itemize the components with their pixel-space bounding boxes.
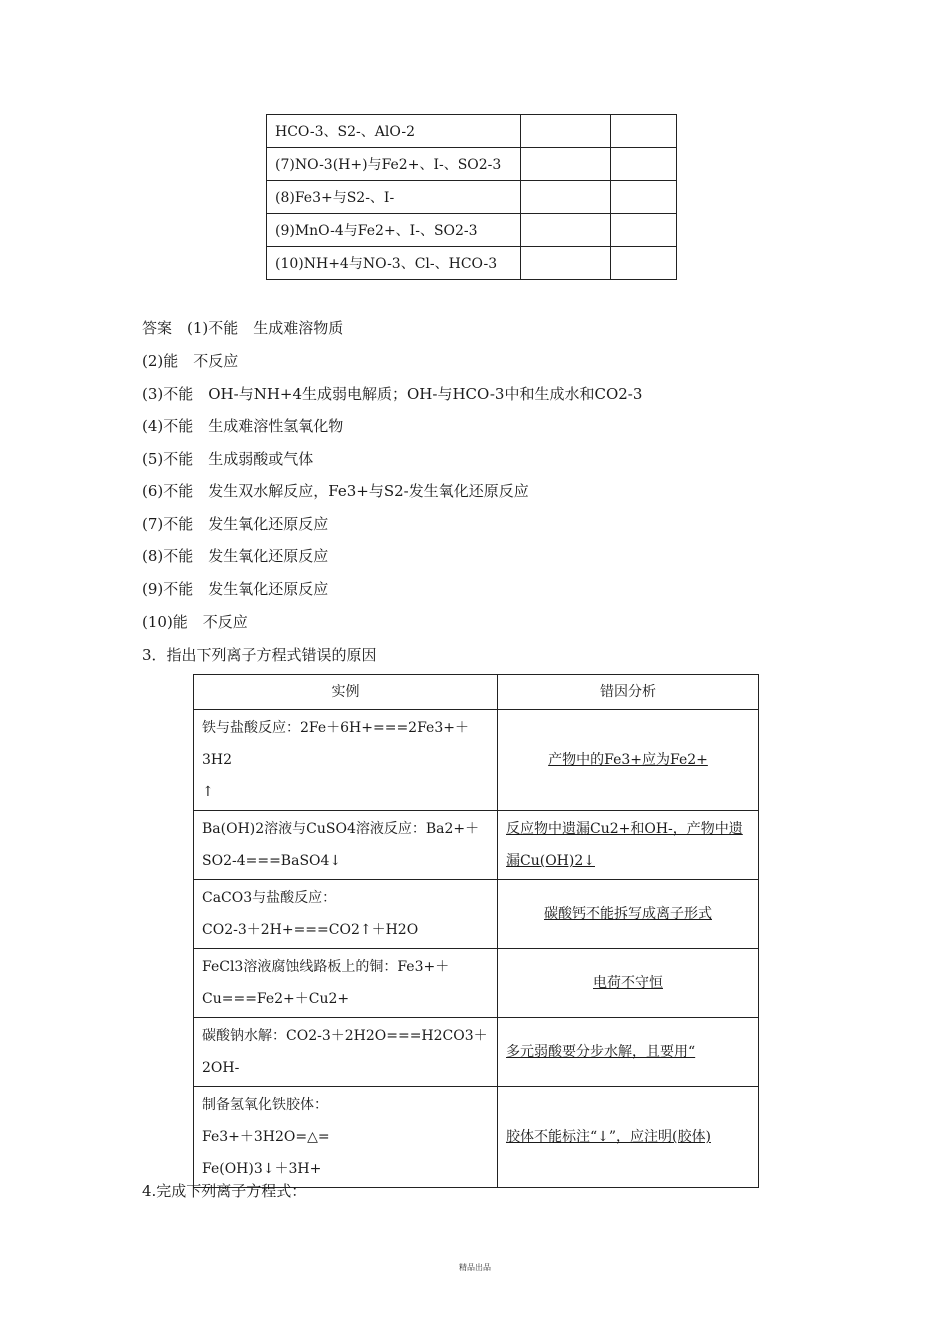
answer-line: (9)不能 发生氧化还原反应	[142, 580, 329, 598]
table-cell	[611, 148, 677, 181]
analysis-cell	[498, 710, 759, 811]
example-line: CO2-3＋2H+===CO2↑＋H2O	[202, 922, 419, 938]
example-cell	[194, 880, 498, 949]
answer-line: (7)不能 发生氧化还原反应	[142, 515, 329, 533]
table-row	[267, 115, 677, 148]
table-cell	[521, 115, 611, 148]
example-line: 碳酸钠水解：CO2-3＋2H2O===H2CO3＋2OH-	[202, 1028, 488, 1076]
answer-line: (3)不能 OH-与NH+4生成弱电解质；OH-与HCO-3中和生成水和CO2-3	[142, 385, 643, 403]
analysis-text: 反应物中遗漏Cu2+和OH-，产物中遗漏Cu(OH)2↓	[506, 821, 743, 869]
table-row	[194, 880, 759, 949]
example-line: 制备氢氧化铁胶体：	[202, 1097, 328, 1113]
example-line: ↑	[202, 784, 214, 800]
example-cell	[194, 710, 498, 811]
example-cell	[194, 811, 498, 880]
example-line: Ba(OH)2溶液与CuSO4溶液反应：Ba2+＋	[202, 821, 480, 837]
example-line: Fe3+＋3H2O=△=	[202, 1129, 330, 1145]
table-cell: HCO-3、S2-、AlO-2	[267, 115, 521, 148]
example-line: CaCO3与盐酸反应：	[202, 890, 337, 906]
analysis-cell	[498, 949, 759, 1018]
table-row	[194, 710, 759, 811]
example-cell	[194, 1018, 498, 1087]
table-row	[194, 1087, 759, 1188]
answer-line: (6)不能 发生双水解反应，Fe3+与S2-发生氧化还原反应	[142, 482, 529, 500]
table-cell	[521, 148, 611, 181]
example-cell	[194, 949, 498, 1018]
analysis-text: 碳酸钙不能拆写成离子形式	[544, 906, 712, 922]
example-line: 铁与盐酸反应：2Fe＋6H+===2Fe3+＋3H2	[202, 720, 469, 768]
table-cell	[611, 247, 677, 280]
analysis-text: 产物中的Fe3+应为Fe2+	[548, 752, 708, 768]
example-line: SO2-4===BaSO4↓	[202, 853, 342, 869]
analysis-text: 多元弱酸要分步水解，且要用“	[506, 1044, 696, 1060]
example-line: Cu===Fe2+＋Cu2+	[202, 991, 350, 1007]
table-row	[267, 214, 677, 247]
answer-line: (8)不能 发生氧化还原反应	[142, 547, 329, 565]
table-row	[267, 181, 677, 214]
column-header: 错因分析	[498, 675, 759, 710]
table-cell	[521, 247, 611, 280]
analysis-text: 电荷不守恒	[593, 975, 663, 991]
table-cell	[611, 115, 677, 148]
table-cell: (7)NO-3(H+)与Fe2+、I-、SO2-3	[267, 148, 521, 181]
analysis-cell	[498, 880, 759, 949]
example-line: Fe(OH)3↓＋3H+	[202, 1161, 322, 1177]
table-row	[267, 148, 677, 181]
table-row	[267, 247, 677, 280]
table-cell: (10)NH+4与NO-3、Cl-、HCO-3	[267, 247, 521, 280]
table-cell	[521, 181, 611, 214]
example-cell	[194, 1087, 498, 1188]
table-row	[194, 949, 759, 1018]
example-line: FeCl3溶液腐蚀线路板上的铜：Fe3+＋	[202, 959, 450, 975]
answer-line: 答案 (1)不能 生成难溶物质	[142, 319, 344, 337]
column-header: 实例	[194, 675, 498, 710]
ion-coexistence-table	[266, 114, 677, 280]
table-cell	[611, 214, 677, 247]
table-row	[194, 1018, 759, 1087]
analysis-cell	[498, 1018, 759, 1087]
error-analysis-table	[193, 674, 759, 1188]
page-footer: 精品出品	[459, 1263, 491, 1272]
answer-line: (2)能 不反应	[142, 352, 239, 370]
section-3-title: 3．指出下列离子方程式错误的原因	[142, 646, 377, 664]
section-4-title: 4.完成下列离子方程式：	[142, 1182, 307, 1200]
analysis-cell	[498, 811, 759, 880]
table-cell: (8)Fe3+与S2-、I-	[267, 181, 521, 214]
table-cell	[611, 181, 677, 214]
table-cell: (9)MnO-4与Fe2+、I-、SO2-3	[267, 214, 521, 247]
table-row	[194, 811, 759, 880]
analysis-text: 胶体不能标注“↓”，应注明(胶体)	[506, 1129, 711, 1145]
analysis-cell	[498, 1087, 759, 1188]
table-cell	[521, 214, 611, 247]
answer-line: (4)不能 生成难溶性氢氧化物	[142, 417, 344, 435]
answer-line: (10)能 不反应	[142, 613, 248, 631]
answer-line: (5)不能 生成弱酸或气体	[142, 450, 314, 468]
table-header-row	[194, 675, 759, 710]
